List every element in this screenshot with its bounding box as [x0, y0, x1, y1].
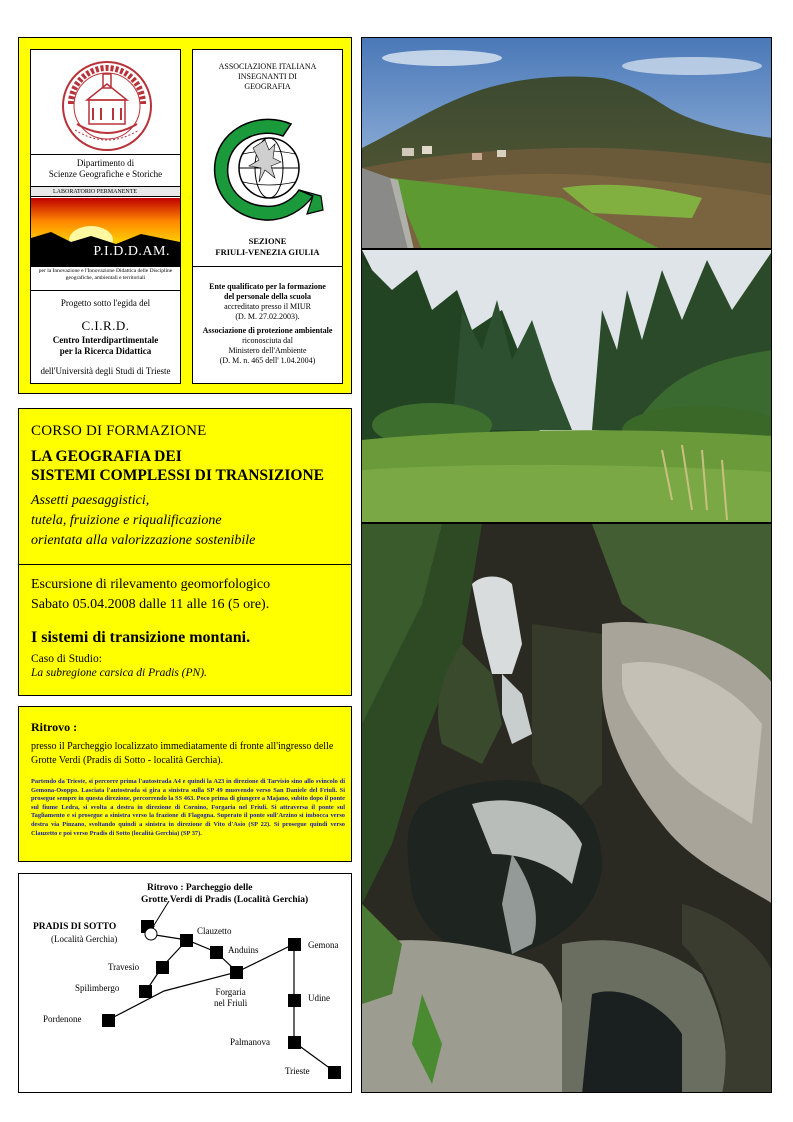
cird-name: C.I.R.D.	[81, 318, 130, 333]
university-line: dell'Università degli Studi di Trieste	[40, 366, 171, 376]
map-label-travesio: Travesio	[108, 962, 140, 972]
photo-gorge-waterfall	[361, 523, 772, 1093]
lab-title: LABORATORIO PERMANENTE	[31, 186, 180, 197]
map-label-forgaria: Forgaria nel Friuli	[214, 987, 248, 1008]
map-label-udine: Udine	[308, 993, 330, 1003]
divider	[31, 154, 180, 155]
route-map-graphic	[19, 874, 353, 1094]
university-panel	[30, 49, 181, 384]
photo-mountain-landscape	[361, 37, 772, 249]
course-title: LA GEOGRAFIA DEI SISTEMI COMPLESSI DI TRANSIZIONE	[31, 448, 325, 484]
lab-subtitle: per la Innovazione e l'Innovazione Didattica delle Discipline geografiche, ambientali e territoriali	[38, 268, 173, 281]
ritrovo-place: presso il Parcheggio localizzato immediatamente di fronte all'ingresso delle Grotte Verdi (Pradis di Sotto - località Gerchia).	[31, 741, 334, 766]
map-label-pradis: PRADIS DI SOTTO	[33, 922, 117, 932]
course-label: CORSO DI FORMAZIONE	[31, 423, 207, 439]
header-box	[18, 37, 352, 394]
map-label-gerchia: (Località Gerchia)	[51, 934, 118, 944]
map-label-gemona: Gemona	[308, 940, 339, 950]
map-label-spilimbergo: Spilimbergo	[75, 983, 120, 993]
divider	[31, 266, 180, 267]
course-subtitle: Assetti paesaggistici, tutela, fruizione e riqualificazione orientata alla valorizzazione sostenibile	[31, 493, 256, 548]
system-heading: I sistemi di transizione montani.	[31, 629, 251, 646]
map-title: Ritrovo : Parcheggio delle Grotte Verdi di Pradis (Località Gerchia)	[141, 883, 309, 905]
department-name: Dipartimento di Scienze Geografiche e Storiche	[48, 158, 163, 179]
map-label-anduins: Anduins	[228, 945, 259, 955]
excursion-info: Escursione di rilevamento geomorfologico Sabato 05.04.2008 dalle 11 alle 16 (5 ore).	[31, 577, 271, 612]
centro-name: Centro Interdipartimentale per la Ricerca Didattica	[52, 335, 159, 356]
ritrovo-box	[18, 706, 352, 862]
divider	[19, 564, 351, 565]
university-seal-icon	[59, 58, 155, 154]
map-label-pordenone: Pordenone	[43, 1014, 82, 1024]
lab-name: P.I.D.D.AM.	[93, 244, 170, 259]
divider	[193, 266, 342, 267]
divider	[31, 290, 180, 291]
association-section: SEZIONE FRIULI-VENEZIA GIULIA	[215, 236, 320, 257]
ritrovo-title: Ritrovo :	[31, 720, 78, 734]
case-study: Caso di Studio: La subregione carsica di Pradis (PN).	[31, 653, 207, 679]
piddam-sunset-logo-icon	[31, 198, 180, 266]
association-credentials: Ente qualificato per la formazione del personale della scuola accreditato presso il MIUR (D. M. 27.02.2003). Associazione di protezione ambientale riconosciuta dal Ministero dell'Ambiente (D. M. n. 465 dell' 1.04.2004)	[202, 282, 333, 365]
aegis-line: Progetto sotto l'egida del	[60, 298, 151, 308]
map-label-palmanova: Palmanova	[230, 1037, 270, 1047]
course-box	[18, 408, 352, 696]
map-label-trieste: Trieste	[285, 1066, 310, 1076]
map-label-clauzetto: Clauzetto	[197, 926, 232, 936]
route-map	[18, 873, 352, 1093]
association-panel	[192, 49, 343, 384]
ritrovo-directions: Partendo da Trieste, si percorre prima l'autostrada A4 e quindi la A23 in direzione di Tarvisio sino allo svincolo di Gemona-Osoppo. Lasciata l'autostrada si gira a sinistra sulla SP 49 muovendo verso San Daniele del Friuli. Si prosegue sempre in questa direzione, percorrendo la SS 463. Poco prima di giungere a Majano, subito dopo il ponte sul fiume Ledra, si svolta a destra in direzione di Cornino, Forgaria nel Friuli. Si attraversa il ponte sul Tagliamento e si prosegue a sinistra verso la frazione di Flagogna. Superato il ponte sull'Arzino si imbocca verso destra via Pinzano, svoltando quindi a sinistra in direzione di Vito d'Asio (SP 22). Si prosegue quindi verso Clauzetto e poi verso Pradis di Sotto (località Gerchia) (SP 37).	[31, 778, 345, 837]
association-title: ASSOCIAZIONE ITALIANA INSEGNANTI DI GEOGRAFIA	[218, 62, 317, 91]
aiig-globe-logo-icon	[203, 110, 333, 230]
photo-forest-meadow	[361, 249, 772, 523]
